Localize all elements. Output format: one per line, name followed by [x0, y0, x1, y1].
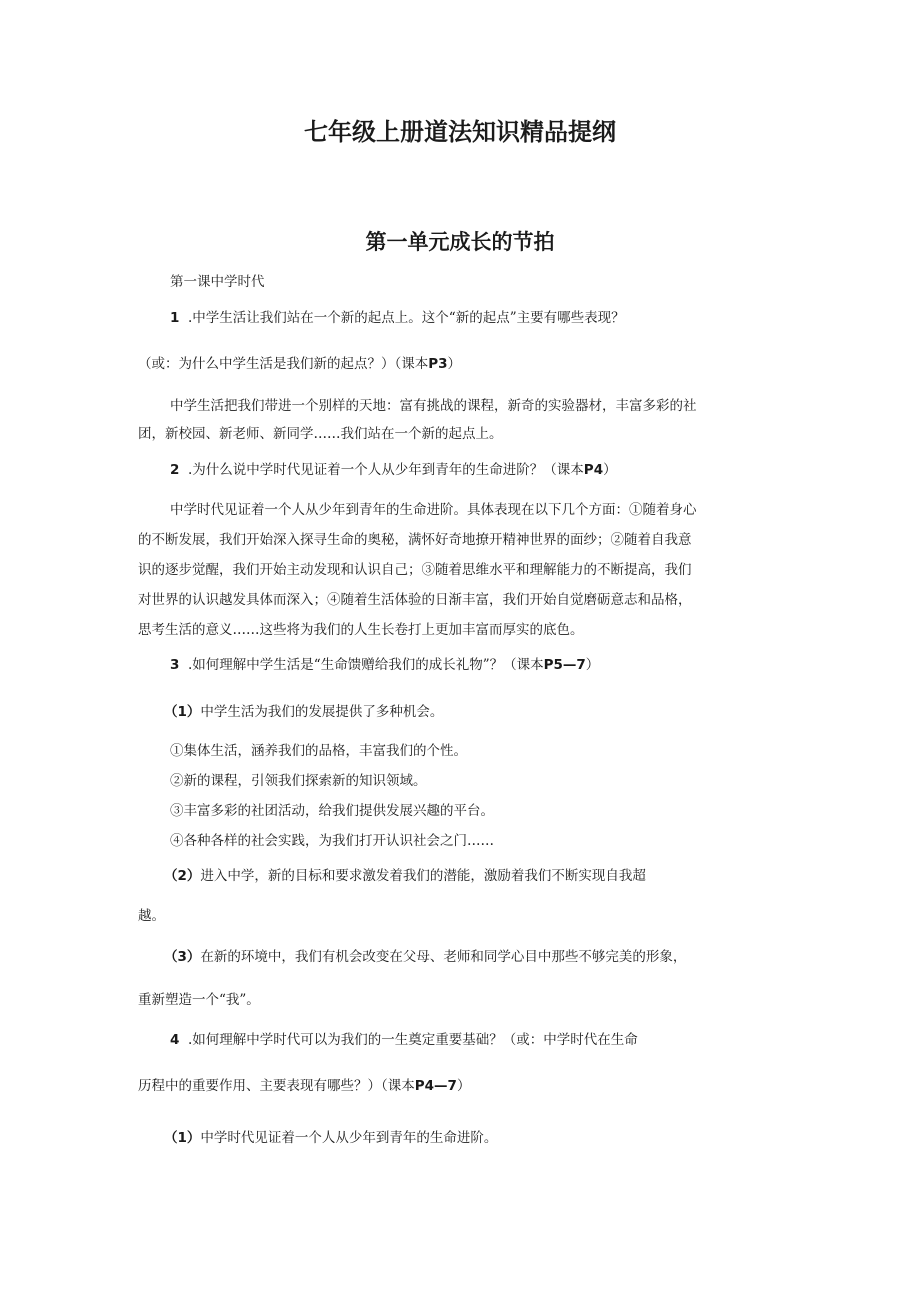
answer-line: 中学生活把我们带进一个别样的天地：富有挑战的课程，新奇的实验器材，丰富多彩的社 [170, 398, 697, 414]
question-cont-text: 历程中的重要作用、主要表现有哪些？）（课本 [138, 1078, 415, 1094]
point-label: （1） [164, 704, 201, 720]
page-ref: P5—7 [543, 657, 586, 673]
point-text: 中学时代见证着一个人从少年到青年的生命进阶。 [200, 1130, 498, 1146]
answer-line: 识的逐步觉醒，我们开始主动发现和认识自己；③随着思维水平和理解能力的不断提高，我们 [138, 562, 692, 578]
point-2 [164, 866, 646, 886]
lesson-title: 第一课中学时代 [170, 274, 265, 290]
question-number: 1 [170, 310, 180, 326]
answer-line: 的不断发展，我们开始深入探寻生命的奥秘，满怀好奇地撩开精神世界的面纱；②随着自我意 [138, 532, 692, 548]
answer-line: 团，新校园、新老师、新同学……我们站在一个新的起点上。 [138, 426, 503, 442]
point-label: （2） [164, 868, 201, 884]
point-1 [164, 1128, 497, 1148]
list-item: ①集体生活，涵养我们的品格，丰富我们的个性。 [170, 743, 467, 759]
answer-line: 对世界的认识越发具体而深入；④随着生活体验的日渐丰富，我们开始自觉磨砺意志和品格， [138, 592, 692, 608]
point-text: 进入中学，新的目标和要求激发着我们的潜能，激励着我们不断实现自我超 [200, 868, 646, 884]
page-ref: P3 [428, 356, 448, 372]
close-paren: ） [447, 356, 462, 372]
point-text: 中学生活为我们的发展提供了多种机会。 [200, 704, 444, 720]
list-item: ③丰富多彩的社团活动，给我们提供发展兴趣的平台。 [170, 803, 494, 819]
question-text: .中学生活让我们站在一个新的起点上。这个“新的起点”主要有哪些表现？ [188, 310, 625, 326]
question-text: .如何理解中学生活是“生命馈赠给我们的成长礼物”？（课本 [188, 657, 544, 673]
unit-title: 第一单元成长的节拍 [365, 230, 555, 254]
point-text: 在新的环境中，我们有机会改变在父母、老师和同学心目中那些不够完美的形象， [200, 949, 687, 965]
question-number: 2 [170, 462, 180, 478]
question-4-cont [138, 1076, 470, 1096]
point-1 [164, 702, 443, 722]
close-paren: ） [585, 657, 600, 673]
point-3 [164, 947, 686, 967]
list-item: ②新的课程，引领我们探索新的知识领域。 [170, 773, 427, 789]
question-text: .如何理解中学时代可以为我们的一生奠定重要基础？（或：中学时代在生命 [188, 1032, 638, 1048]
list-item: ④各种各样的社会实践，为我们打开认识社会之门…… [170, 833, 494, 849]
question-text: .为什么说中学时代见证着一个人从少年到青年的生命进阶？（课本 [188, 462, 584, 478]
answer-line: 思考生活的意义……这些将为我们的人生长卷打上更加丰富而厚实的底色。 [138, 622, 584, 638]
question-number: 3 [170, 657, 180, 673]
point-continuation: 越。 [138, 908, 165, 924]
question-1-alt [138, 354, 461, 374]
question-1 [170, 308, 625, 328]
question-3 [170, 655, 599, 675]
close-paren: ） [456, 1078, 471, 1094]
page-ref: P4—7 [414, 1078, 457, 1094]
question-2 [170, 460, 617, 480]
question-number: 4 [170, 1032, 180, 1048]
point-label: （1） [164, 1130, 201, 1146]
point-label: （3） [164, 949, 201, 965]
point-continuation: 重新塑造一个“我”。 [138, 992, 260, 1008]
question-4 [170, 1030, 638, 1050]
document-title: 七年级上册道法知识精品提纲 [304, 118, 616, 146]
close-paren: ） [603, 462, 617, 478]
question-alt-text: （或：为什么中学生活是我们新的起点？）（课本 [138, 356, 429, 372]
page-ref: P4 [583, 462, 604, 478]
answer-line: 中学时代见证着一个人从少年到青年的生命进阶。具体表现在以下几个方面：①随着身心 [170, 502, 697, 518]
